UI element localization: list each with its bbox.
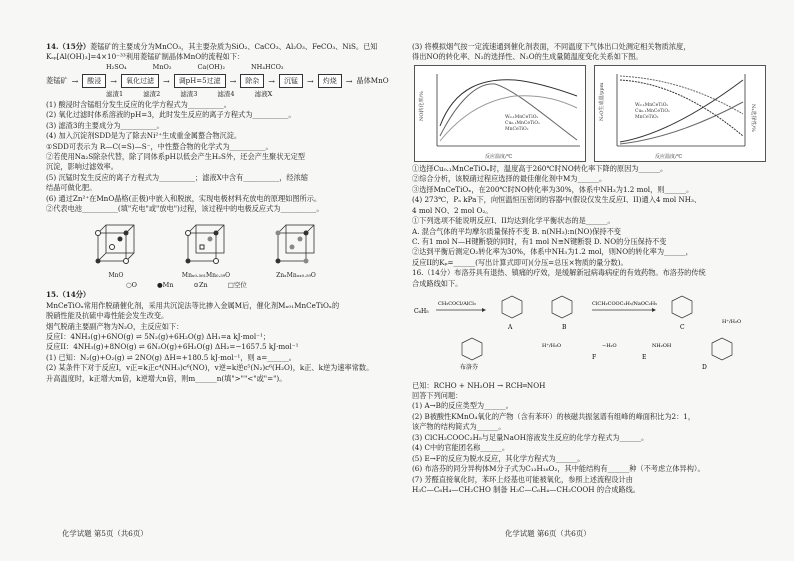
q15-intro-3: 烟气脱硝主要副产物为N₂O，主反应如下： xyxy=(46,321,184,331)
chart1-legend: MnCeTiOₓ xyxy=(505,126,529,132)
crystal-label: Mnₓ₀.₅₆₁Mn₀.₅₉O xyxy=(181,272,231,280)
scheme-reagent: CH₃COCl/AlCl₃ xyxy=(438,301,476,308)
crystal-cube-icon xyxy=(176,219,236,269)
crystal-cell xyxy=(266,219,326,281)
scheme-node: B xyxy=(562,324,567,332)
q15-4: (4) 273℃，Pₐ kPa下，向恒温恒压密闭的容器中(假设仅发生反应I、II)通入4 mol NH₃、 xyxy=(412,195,702,205)
q15-4-opts2: C. 有1 mol N—H键断裂的同时，有1 mol N≡N键断裂 D. NO的分压保持不变 xyxy=(412,236,667,246)
q15-intro-1: MnCeTiOₓ常用作脱硝催化剂，采用共沉淀法等比掺入金属M后，催化剂Mₓ₀₁MnCeTiOₓ的 xyxy=(46,300,340,310)
flow-reagent: H₂SO₄ xyxy=(106,62,127,71)
q15-3-3: ③选择MnCeTiOₓ，在200℃时NO转化率为30%，体系中NH₃为1.2 mol，则______。 xyxy=(412,184,694,194)
q16-6: (6) 布洛芬的同分异构体M分子式为C₁₃H₁₈O₂，其中能结构有______种（不考虑立体异构）。 xyxy=(412,464,705,474)
q15-3-2: ②综合分析，该脱硝过程应选择的最佳催化剂中M为______。 xyxy=(412,174,607,184)
q16-known: 已知：RCHO + NH₂OH → RCH═NOH xyxy=(412,380,546,390)
q14-4a: ①SDD可表示为 R—C(=S)—S⁻，中性螯合物的化学式为__________。 xyxy=(46,141,273,151)
flow-end: 晶体MnO xyxy=(356,76,389,86)
crystal-diagrams xyxy=(86,219,414,281)
q16-5: (5) E→F的反应为脱水反应，其化学方程式为______。 xyxy=(412,453,585,463)
flow-start: 菱锰矿 xyxy=(46,76,68,86)
arrow-icon: → xyxy=(162,76,170,86)
scheme-node: E xyxy=(642,354,647,362)
scheme-reagent: H⁺/H₂O xyxy=(722,319,742,326)
legend-item: ○O xyxy=(126,280,138,289)
chart1-legend: Cu₀.₁MnCeTiOₓ xyxy=(505,120,541,126)
q15-3-1: ①选择Cu₀.₁MnCeTiOₓ时，温度高于260℃时NO转化率下降的原因为______。 xyxy=(412,163,668,173)
page-footer-right: 化学试题 第6页（共6页） xyxy=(505,529,591,538)
q14-5b: 结晶可做化肥。 xyxy=(46,183,97,193)
q14-5: (5) 沉锰时发生反应的离子方程式为__________；滤液X中含有__________，经浓缩 xyxy=(46,172,308,182)
flow-step: 沉锰 xyxy=(279,74,303,88)
q16-3: (3) ClCH₂COOC₂H₅与足量NaOH溶液发生反应的化学方程式为______。 xyxy=(412,432,649,442)
q16-title2: 合成路线如下。 xyxy=(412,278,463,288)
q15-3: (3) 将模拟烟气按一定流速通到催化剂表面，不同温度下气体出口处测定相关物质浓度， xyxy=(412,42,691,51)
scheme-node: D xyxy=(702,364,707,372)
q15-4-1: ①下列选项不能说明反应I、II均达到化学平衡状态的是______。 xyxy=(412,216,615,226)
page-5 xyxy=(46,42,414,512)
page-6 xyxy=(412,42,780,512)
q16-7b: H₃C—C₆H₄—CH₂CHO 制备 H₃C—C₆H₄—CH₂COOH 的合成路线。 xyxy=(412,484,640,494)
scheme-reagent: ClCH₂COOC₂H₅/NaOC₂H₅ xyxy=(592,301,658,308)
q14-6: (6) 通过Zn²⁺在MnO晶格(正极)中嵌入和脱嵌，实现电极材料充放电的原理如图所示。 xyxy=(46,193,322,203)
q14-2: (2) 氧化过滤时体系溶液的pH=3，此时发生反应的离子方程式为__________。 xyxy=(46,110,296,120)
arrow-icon: → xyxy=(71,76,79,86)
q15-title: 15.（14分） xyxy=(46,290,91,300)
flow-step: 氧化过滤 xyxy=(121,74,159,88)
chart2-ylabel2: N₂选择性/% xyxy=(750,103,756,132)
q14-6a: ②代表电池__________(填"充电"或"放电")过程，该过程中的电极反应式为__________。 xyxy=(46,204,324,214)
scheme-node: A xyxy=(508,324,513,332)
q15-reaction-1: 反应I：4NH₃(g)+6NO(g) ⇌ 5N₂(g)+6H₂O(g) ΔH₁=a kJ·mol⁻¹； xyxy=(46,331,271,341)
q14-intro-1: 菱锰矿的主要成分为MnCO₃，其主要杂质为SiO₂、CaCO₃、Al₂O₃、FeCO₃、NiS。已知 xyxy=(90,42,378,51)
no-conversion-chart xyxy=(414,65,586,162)
scheme-reagent: H⁺/H₂O xyxy=(542,343,562,350)
crystal-cell xyxy=(86,219,146,281)
chart1-ylabel: NO转化率/% xyxy=(419,90,425,121)
q16-4: (4) C中的官能团名称______。 xyxy=(412,443,510,453)
chart-area xyxy=(414,65,780,162)
q14-intro-2: Kₛₚ[Al(OH)₃]=4×10⁻³³利用菱锰矿制晶体MnO的流程如下： xyxy=(46,52,245,62)
chart2-legend: MnCeTiOₓ xyxy=(635,114,659,120)
q15-4-3: 反应II的Kₚ=______(写出计算式即可)(分压=总压×物质的量分数)。 xyxy=(412,257,628,267)
flow-reagent: NH₄HCO₃ xyxy=(250,62,284,71)
chart2-ylabel: N₂O生成量/ppm xyxy=(599,82,605,121)
n2o-selectivity-chart xyxy=(594,65,766,162)
legend-item: ⊙Zn xyxy=(193,280,208,289)
flow-residue: 滤渣3 xyxy=(180,90,198,99)
crystal-label: ZnₓMnₓₓ₀.₅₉O xyxy=(276,272,316,280)
scheme-reagent: −H₂O xyxy=(602,343,617,350)
arrow-icon: → xyxy=(229,76,237,86)
synthesis-scheme xyxy=(412,293,780,376)
q15-1: (1) 已知：N₂(g)+O₂(g) ⇌ 2NO(g) ΔH=+180.5 kJ·mol⁻¹，则 a=______。 xyxy=(46,352,296,362)
legend-item: ●Mn xyxy=(157,280,174,289)
flow-reagent: MnO₂ xyxy=(152,62,172,71)
q15-2b: 升高温度时，k正增大m倍，k逆增大n倍，则m______n(填">""<"或"=")。 xyxy=(46,373,287,383)
scheme-start: C₆H₅ xyxy=(414,308,429,316)
q15-4-opts1: A. 混合气体的平均摩尔质量保持不变 B. n(NH₃):n(NO)保持不变 xyxy=(412,226,621,236)
q16-1: (1) A→B的反应类型为______。 xyxy=(412,401,513,411)
page-footer-left: 化学试题 第5页（共6页） xyxy=(62,529,148,538)
flow-step: 调pH=5过滤 xyxy=(174,74,226,88)
q14-4c: 沉淀，影响过滤效率。 xyxy=(46,162,118,172)
crystal-label: MnO xyxy=(108,272,124,280)
flow-residue: 滤渣2 xyxy=(143,90,161,99)
flow-residue: 滤液X xyxy=(254,90,273,99)
flow-step: 酸浸 xyxy=(82,74,106,88)
crystal-cell xyxy=(176,219,236,281)
q16-title: 16.（14分）布洛芬具有退热、镇痛的疗效，是缓解新冠病毒病症的有效药物。布洛芬的传统 xyxy=(412,268,706,278)
q15-intro-2: 脱硝性能及抗硫中毒性能会发生改变。 xyxy=(46,311,169,321)
q16-ask: 回答下列问题： xyxy=(412,391,463,400)
q16-7: (7) 芳醛直接氧化时，苯环上烃基也可能被氧化，参照上述流程设计由 xyxy=(412,474,633,484)
crystal-cube-icon xyxy=(86,219,146,269)
q14-3: (3) 滤渣3的主要成分为__________。 xyxy=(46,120,164,130)
synthesis-route-diagram xyxy=(412,293,772,373)
q15-reaction-2: 反应II：4NH₃(g)+8NO(g) ⇌ 6N₂O(g)+6H₂O(g) ΔH₂=−1657.5 kJ·mol⁻¹ xyxy=(46,342,299,352)
arrow-icon: → xyxy=(110,76,117,86)
flow-step: 灼烧 xyxy=(318,74,342,88)
no-conversion-plot xyxy=(415,66,585,161)
chart1-xlabel: 反应温度/℃ xyxy=(485,153,513,160)
scheme-product: 布洛芬 xyxy=(460,364,479,372)
flow-residue: 滤渣4 xyxy=(217,90,235,99)
chart1-legend: W₀.₁MnCeTiOₓ xyxy=(505,114,539,120)
q14-4: (4) 加入沉淀剂SDD是为了除去Ni²⁺生成重金属螯合物沉淀。 xyxy=(46,131,242,141)
q15-3b: 得出NO的转化率、N₂的选择性、N₂O的生成量随温度变化关系如下图。 xyxy=(412,52,643,62)
flow-residues xyxy=(106,90,414,99)
legend-item: □空位 xyxy=(227,280,247,289)
flow-reagents xyxy=(106,63,414,72)
arrow-icon: → xyxy=(345,76,353,86)
q15-4b: 4 mol NO、2 mol O₂。 xyxy=(412,205,493,215)
flow-step: 除杂 xyxy=(240,74,264,88)
arrow-icon: → xyxy=(307,76,314,86)
chart2-xlabel: 反应温度/℃ xyxy=(655,153,683,160)
q14-1: (1) 酸浸时含锰组分发生反应的化学方程式为__________。 xyxy=(46,99,231,109)
n2o-plot xyxy=(595,66,765,161)
crystal-legend xyxy=(126,281,414,290)
chart2-legend: Cu₀.₁MnCeTiOₓ xyxy=(635,108,671,114)
chart2-legend: W₀.₁MnCeTiOₓ xyxy=(635,102,669,108)
q16-2: (2) B被酸性KMnO₄氧化的产物（含有苯环）的核磁共振氢谱有组峰的峰面积比为2：1， xyxy=(412,411,696,421)
q15-4-2: ②达到平衡后测定O₂转化率为30%，体系中NH₃为1.2 mol，则NO的转化率为______， xyxy=(412,247,693,257)
q14-4b: ②若使用Na₂S除杂代替，除了同体系pH以低会产生H₂S外，还会产生聚状无定型 xyxy=(46,152,305,162)
q14-title: 14.（15分） xyxy=(46,42,91,51)
scheme-reagent: NH₂OH xyxy=(652,343,672,350)
scheme-node: C xyxy=(680,324,685,332)
flow-residue: 滤渣1 xyxy=(106,90,124,99)
q16-2b: 该产物的结构简式为______。 xyxy=(412,422,506,432)
crystal-cube-icon xyxy=(266,219,326,269)
q15-2: (2) 某条件下对于反应I，v正=k正c⁴(NH₃)c⁶(NO)，v逆=k逆c⁵(N₂)c⁶(H₂O)，k正、k逆为速率常数。 xyxy=(46,363,374,373)
process-flow xyxy=(46,74,414,88)
arrow-icon: → xyxy=(268,76,275,86)
flow-reagent: Ca(OH)₂ xyxy=(197,62,225,71)
scheme-node: F xyxy=(592,354,597,362)
